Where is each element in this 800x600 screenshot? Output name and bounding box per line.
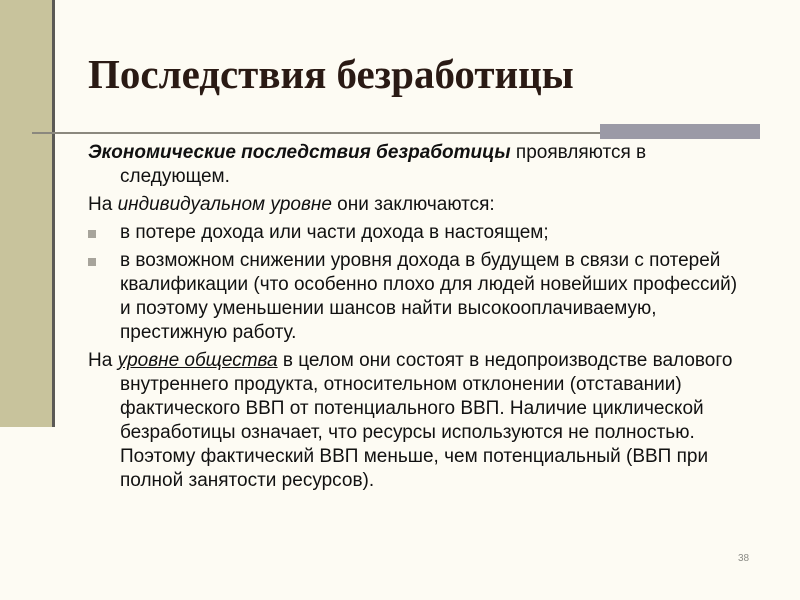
intro-text: проявляются в следующем. xyxy=(120,142,647,187)
society-emphasis: уровне общества xyxy=(117,350,278,371)
slide-body xyxy=(88,141,748,497)
sidebar-divider xyxy=(52,0,55,427)
individual-paragraph xyxy=(88,193,748,217)
society-paragraph xyxy=(88,349,748,493)
bullet-item xyxy=(88,249,748,345)
intro-emphasis: Экономические последствия безработицы xyxy=(88,142,511,163)
individual-prefix: На xyxy=(88,194,118,215)
intro-paragraph xyxy=(88,141,748,189)
bullet-text: в возможном снижении уровня дохода в будущем в связи с потерей квалификации (что особенно плохо для людей новейших профессий) и поэтому уменьшении шансов найти высокооплачиваемую, престижную работу. xyxy=(120,250,738,343)
accent-block xyxy=(600,124,760,139)
society-suffix: в целом они состоят в недопроизводстве валового внутреннего продукта, относительном отклонении (отставании) фактического ВВП от потенциального ВВП. Наличие циклической безработицы означает, что ресурсы используются не полностью. Поэтому фактический ВВП меньше, чем потенциальный (ВВП при полной занятости ресурсов). xyxy=(120,350,733,491)
decorative-sidebar xyxy=(0,0,52,427)
bullet-text: в потере дохода или части дохода в настоящем; xyxy=(120,222,549,243)
bullet-item xyxy=(88,221,748,245)
society-prefix: На xyxy=(88,350,118,371)
slide-title: Последствия безработицы xyxy=(88,51,574,97)
bullet-square-icon xyxy=(88,230,96,238)
individual-suffix: они заключаются: xyxy=(331,194,495,215)
bullet-square-icon xyxy=(88,258,96,266)
page-number: 38 xyxy=(738,553,750,564)
individual-emphasis: индивидуальном уровне xyxy=(117,194,332,215)
